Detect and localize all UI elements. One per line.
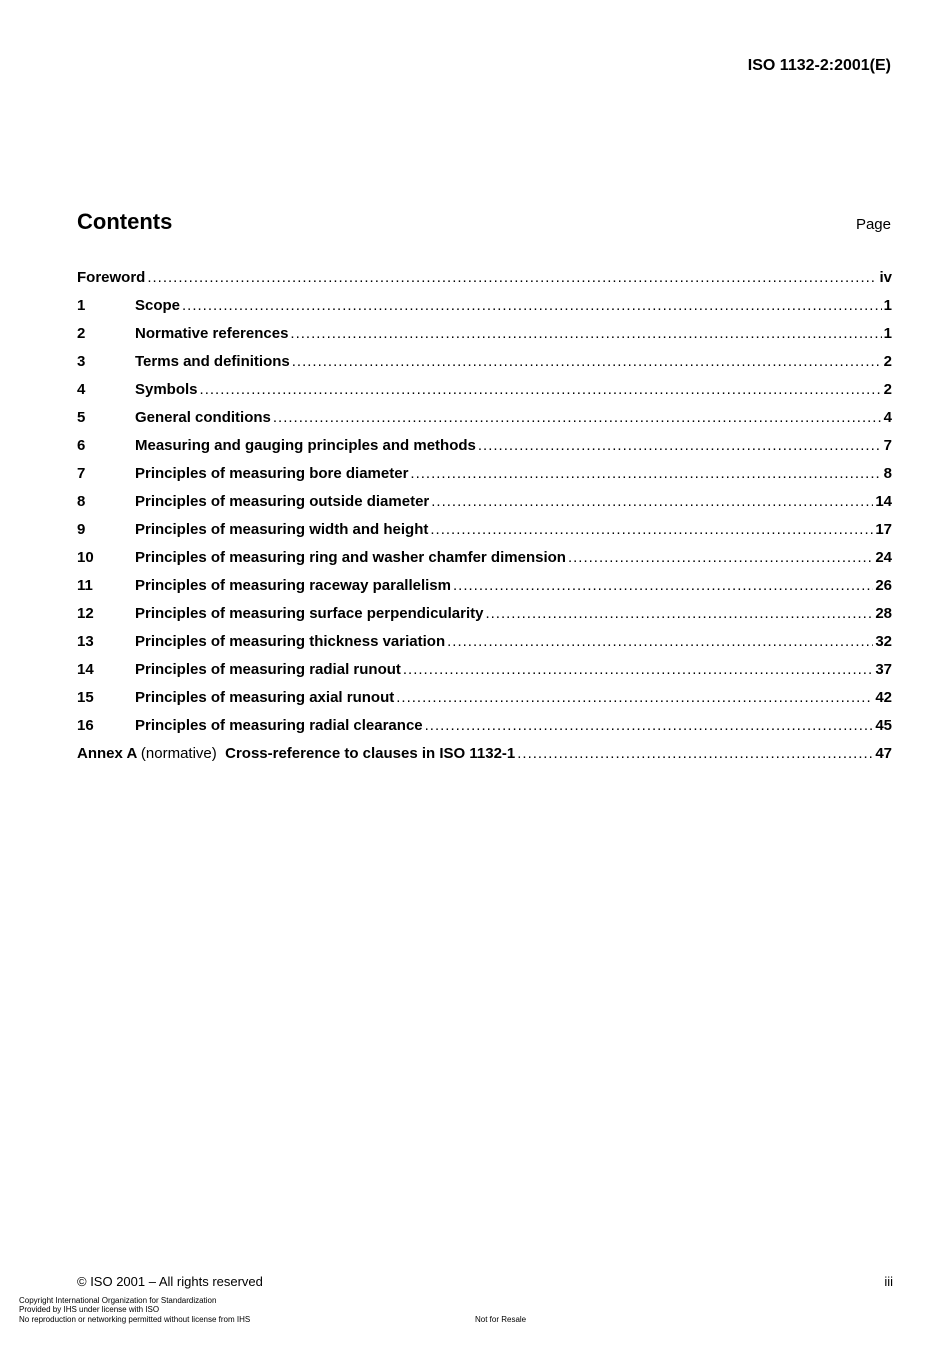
- toc-entry-page: 42: [875, 689, 892, 706]
- toc-entry-title[interactable]: Principles of measuring outside diameter: [135, 493, 430, 510]
- toc-entry-page: 4: [883, 409, 892, 426]
- annex-type: (normative): [140, 745, 217, 762]
- toc-entry-title[interactable]: Principles of measuring surface perpendicularity: [135, 605, 484, 622]
- toc-entry[interactable]: [77, 325, 892, 353]
- dot-leader: [447, 633, 873, 650]
- toc-entry-title[interactable]: Principles of measuring ring and washer chamfer dimension: [135, 549, 566, 566]
- toc-entry-page: 26: [875, 577, 892, 594]
- toc-entry-number: 15: [77, 689, 94, 706]
- dot-leader: [478, 437, 882, 454]
- dot-leader: [147, 269, 877, 286]
- toc-entry-title[interactable]: Principles of measuring bore diameter: [135, 465, 409, 482]
- toc-entry-title[interactable]: Principles of measuring width and height: [135, 521, 429, 538]
- toc-entry-title[interactable]: Scope: [135, 297, 181, 314]
- toc-entry[interactable]: [77, 577, 892, 605]
- dot-leader: [425, 717, 874, 734]
- dot-leader: [290, 325, 881, 342]
- toc-entry-number: 12: [77, 605, 94, 622]
- dot-leader: [292, 353, 882, 370]
- dot-leader: [182, 297, 882, 314]
- copyright-line: Provided by IHS under license with ISO: [19, 1305, 160, 1314]
- toc-entry-annex-a[interactable]: [77, 745, 892, 773]
- toc-entry-number: 14: [77, 661, 94, 678]
- toc-entry-number: 8: [77, 493, 86, 510]
- toc-entry-page: 2: [883, 381, 892, 398]
- toc-entry-title[interactable]: Foreword: [77, 269, 146, 286]
- toc-entry[interactable]: [77, 717, 892, 745]
- annex-label: Annex A: [77, 745, 137, 762]
- copyright-line: Copyright International Organization for Standardization: [19, 1296, 217, 1305]
- dot-leader: [485, 605, 873, 622]
- toc-entry-title[interactable]: Principles of measuring radial clearance: [135, 717, 423, 734]
- contents-title: Contents: [77, 209, 173, 234]
- toc-entry-number: 16: [77, 717, 94, 734]
- toc-entry-page: 37: [875, 661, 892, 678]
- toc-entry-title[interactable]: Principles of measuring axial runout: [135, 689, 395, 706]
- toc-entry-page: 17: [875, 521, 892, 538]
- toc-entry-page: 7: [883, 437, 892, 454]
- dot-leader: [396, 689, 873, 706]
- toc-entry-title[interactable]: Normative references: [135, 325, 289, 342]
- toc-entry-number: 5: [77, 409, 86, 426]
- toc-entry-title[interactable]: Principles of measuring raceway parallelism: [135, 577, 451, 594]
- copyright-line: No reproduction or networking permitted without license from IHS: [19, 1315, 251, 1324]
- dot-leader: [200, 381, 882, 398]
- toc-entry[interactable]: [77, 409, 892, 437]
- toc-entry[interactable]: [77, 605, 892, 633]
- toc-entry-title[interactable]: Principles of measuring thickness variation: [135, 633, 446, 650]
- toc-entry[interactable]: [77, 661, 892, 689]
- toc-entry-title[interactable]: Principles of measuring radial runout: [135, 661, 401, 678]
- toc-entry[interactable]: [77, 269, 892, 297]
- toc-entry-page: 1: [883, 325, 892, 342]
- toc-entry-page: 1: [883, 297, 892, 314]
- not-for-resale: Not for Resale: [475, 1315, 527, 1324]
- toc-entry-number: 1: [77, 297, 86, 314]
- toc-entry-page: 14: [875, 493, 892, 510]
- annex-title: Cross-reference to clauses in ISO 1132-1: [225, 745, 516, 762]
- dot-leader: [568, 549, 873, 566]
- toc-entry-title[interactable]: Terms and definitions: [135, 353, 290, 370]
- toc-entry-title[interactable]: Symbols: [135, 381, 198, 398]
- toc-entry[interactable]: [77, 437, 892, 465]
- toc-entry-page: iv: [879, 269, 892, 286]
- toc-entry-page: 32: [875, 633, 892, 650]
- dot-leader: [410, 465, 881, 482]
- toc-entry[interactable]: [77, 381, 892, 409]
- toc-entry[interactable]: [77, 297, 892, 325]
- dot-leader: [273, 409, 882, 426]
- toc-entry[interactable]: [77, 689, 892, 717]
- toc-entry-page: 45: [875, 717, 892, 734]
- document-id: ISO 1132-2:2001(E): [747, 57, 891, 74]
- toc-entry-number: 10: [77, 549, 94, 566]
- toc-entry[interactable]: [77, 353, 892, 381]
- toc-entry-page: 24: [875, 549, 892, 566]
- table-of-contents: [77, 269, 892, 773]
- footer-page-number: iii: [884, 1274, 893, 1289]
- toc-entry-number: 13: [77, 633, 94, 650]
- page-column-label: Page: [855, 216, 891, 233]
- toc-entry-page: 28: [875, 605, 892, 622]
- toc-entry[interactable]: [77, 549, 892, 577]
- toc-entry[interactable]: [77, 633, 892, 661]
- dot-leader: [403, 661, 873, 678]
- toc-entry-title[interactable]: General conditions: [135, 409, 271, 426]
- toc-entry[interactable]: [77, 521, 892, 549]
- toc-entry[interactable]: [77, 493, 892, 521]
- footer-rights: © ISO 2001 – All rights reserved: [77, 1274, 263, 1289]
- toc-entry-page: 2: [883, 353, 892, 370]
- toc-entry-number: 3: [77, 353, 86, 370]
- toc-entry-page: 8: [883, 465, 892, 482]
- dot-leader: [431, 493, 873, 510]
- dot-leader: [517, 745, 873, 762]
- toc-entry-number: 11: [77, 577, 93, 594]
- dot-leader: [453, 577, 873, 594]
- dot-leader: [430, 521, 873, 538]
- toc-entry-title[interactable]: [77, 745, 515, 762]
- toc-entry-number: 7: [77, 465, 86, 482]
- toc-entry-number: 9: [77, 521, 86, 538]
- toc-entry[interactable]: [77, 465, 892, 493]
- toc-entry-number: 6: [77, 437, 86, 454]
- toc-entry-title[interactable]: Measuring and gauging principles and methods: [135, 437, 476, 454]
- toc-entry-number: 2: [77, 325, 86, 342]
- toc-entry-page: 47: [875, 745, 892, 762]
- toc-entry-number: 4: [77, 381, 86, 398]
